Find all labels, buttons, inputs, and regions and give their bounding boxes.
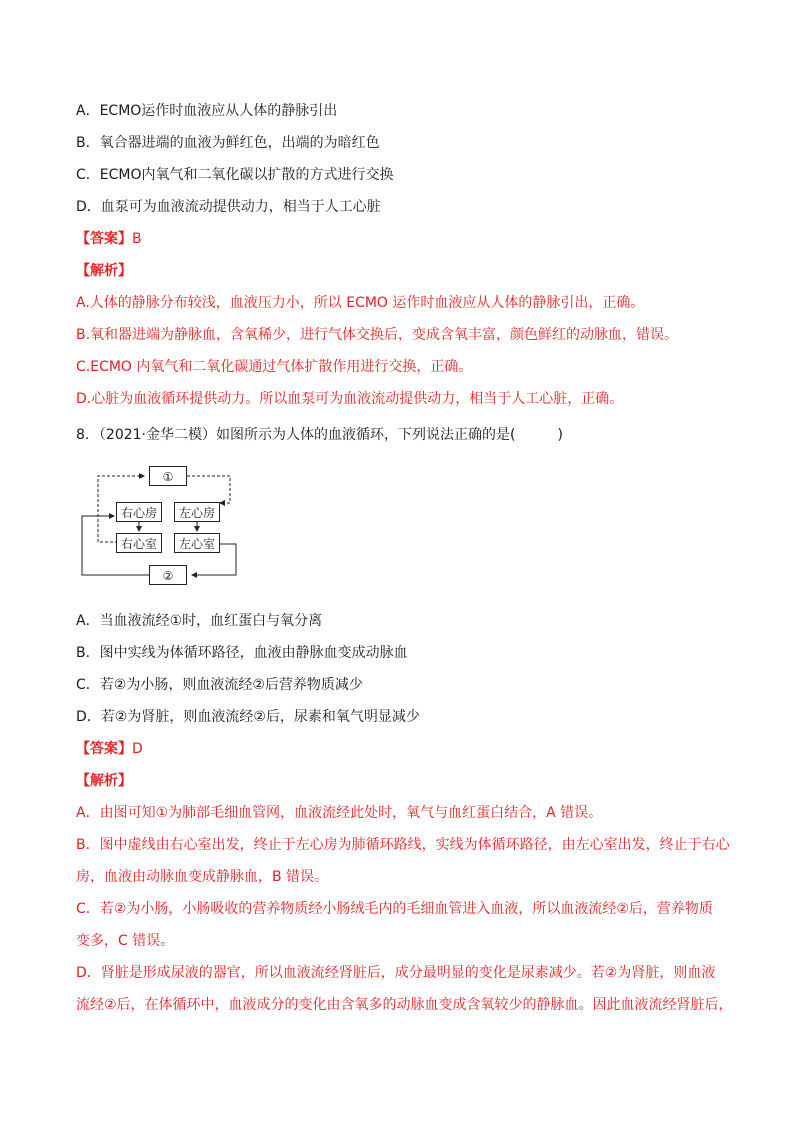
- box-1: ①: [149, 466, 187, 486]
- q7-analysis-d: D.心脏为血液循环提供动力。所以血泵可为血液流动提供动力，相当于人工心脏，正确。: [76, 391, 624, 407]
- q8-analysis-d-2: 流经②后，在体循环中，血液成分的变化由含氧多的动脉血变成含氧较少的静脉血。因此血液流经肾脏后，: [76, 997, 733, 1013]
- q7-option-c: C．ECMO内氧气和二氧化碳以扩散的方式进行交换: [76, 167, 394, 183]
- left-ventricle-box: 左心室: [174, 533, 220, 553]
- right-atrium-box: 右心房: [116, 502, 162, 522]
- q7-analysis-c: C.ECMO 内氧气和二氧化碳通过气体扩散作用进行交换，正确。: [76, 359, 473, 375]
- q8-option-a: A．当血液流经①时，血红蛋白与氧分离: [76, 613, 323, 629]
- q8-answer: [76, 740, 143, 758]
- q7-analysis-b: B.氧和器进端为静脉血，含氧稀少，进行气体交换后，变成含氧丰富，颜色鲜红的动脉血，错误。: [76, 327, 679, 343]
- box-2: ②: [149, 565, 187, 585]
- q8-option-b: B．图中实线为体循环路径，血液由静脉血变成动脉血: [76, 645, 408, 661]
- q8-option-d: D．若②为肾脏，则血液流经②后，尿素和氧气明显减少: [76, 709, 420, 725]
- answer-value: B: [132, 231, 142, 247]
- q7-analysis-a: A.人体的静脉分布较浅，血液压力小，所以 ECMO 运作时血液应从人体的静脉引出，正确。: [76, 295, 645, 311]
- left-atrium-box: 左心房: [174, 502, 220, 522]
- q8-stem: 8．（2021·金华二模）如图所示为人体的血液循环，下列说法正确的是( ): [76, 427, 563, 443]
- q7-option-b: B．氧合器进端的血液为鲜红色，出端的为暗红色: [76, 135, 380, 151]
- right-ventricle-box: 右心室: [116, 533, 162, 553]
- q8-analysis-c-2: 变多，C 错误。: [76, 933, 175, 949]
- q8-analysis-d-1: D．肾脏是形成尿液的器官，所以血液流经肾脏后，成分最明显的变化是尿素减少。若②为肾脏，则血液: [76, 965, 716, 981]
- q7-option-a: A．ECMO运作时血液应从人体的静脉引出: [76, 103, 338, 119]
- q7-option-d: D．血泵可为血液流动提供动力，相当于人工心脏: [76, 199, 381, 215]
- q8-analysis-c-1: C．若②为小肠，小肠吸收的营养物质经小肠绒毛内的毛细血管进入血液，所以血液流经②后，营养物质: [76, 901, 713, 917]
- answer-value: D: [132, 741, 143, 757]
- q8-option-c: C．若②为小肠，则血液流经②后营养物质减少: [76, 677, 363, 693]
- answer-label: 【答案】: [76, 741, 132, 757]
- q8-analysis-b-2: 房，血液由动脉血变成静脉血，B 错误。: [76, 869, 329, 885]
- q8-analysis-a: A．由图可知①为肺部毛细血管网，血液流经此处时，氧气与血红蛋白结合，A 错误。: [76, 805, 603, 821]
- q8-analysis-b-1: B．图中虚线由右心室出发，终止于左心房为肺循环路线，实线为体循环路径，由左心室出发，终止于右心: [76, 837, 730, 853]
- q7-analysis-label: 【解析】: [76, 263, 132, 279]
- answer-label: 【答案】: [76, 231, 132, 247]
- q7-answer: [76, 230, 142, 248]
- blood-circulation-diagram: [76, 458, 246, 588]
- q8-analysis-label: 【解析】: [76, 773, 132, 789]
